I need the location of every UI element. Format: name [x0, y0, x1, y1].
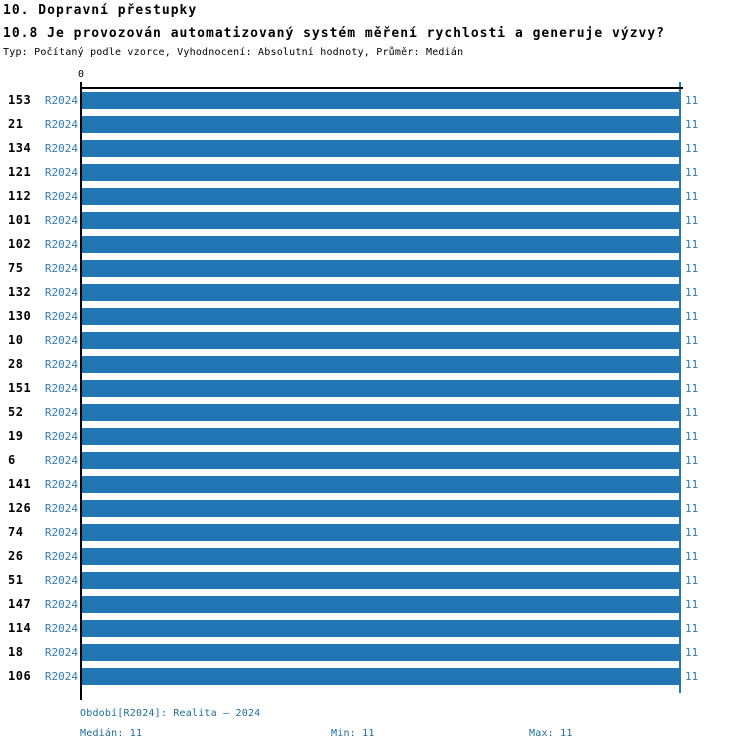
bar	[82, 452, 680, 469]
row-series-label: R2024	[44, 214, 78, 227]
row-category-label: 114	[8, 621, 32, 635]
row-series-label: R2024	[44, 334, 78, 347]
bar-row	[0, 596, 750, 613]
row-series-label: R2024	[44, 310, 78, 323]
bar	[82, 404, 680, 421]
bar	[82, 92, 680, 109]
bar	[82, 644, 680, 661]
row-category-label: 121	[8, 165, 32, 179]
bar-value-label: 11	[685, 454, 699, 467]
row-series-label: R2024	[44, 382, 78, 395]
bar	[82, 548, 680, 565]
bar-value-label: 11	[685, 430, 699, 443]
bar	[82, 596, 680, 613]
row-category-label: 102	[8, 237, 32, 251]
row-category-label: 153	[8, 93, 32, 107]
bar-value-label: 11	[685, 262, 699, 275]
row-category-label: 147	[8, 597, 32, 611]
x-axis-line	[80, 87, 683, 89]
row-category-label: 52	[8, 405, 24, 419]
bar-row	[0, 284, 750, 301]
row-series-label: R2024	[44, 622, 78, 635]
bar-value-label: 11	[685, 598, 699, 611]
row-category-label: 10	[8, 333, 24, 347]
bar	[82, 140, 680, 157]
bar	[82, 524, 680, 541]
bar-value-label: 11	[685, 286, 699, 299]
bar	[82, 476, 680, 493]
chart-title: 10.8 Je provozován automatizovaný systém měření rychlosti a generuje výzvy?	[3, 26, 665, 41]
bar-value-label: 11	[685, 502, 699, 515]
row-series-label: R2024	[44, 502, 78, 515]
footer-min: Min: 11	[331, 728, 375, 739]
row-category-label: 141	[8, 477, 32, 491]
bar	[82, 572, 680, 589]
row-category-label: 74	[8, 525, 24, 539]
bar-row	[0, 500, 750, 517]
bar	[82, 212, 680, 229]
bar-row	[0, 644, 750, 661]
row-category-label: 51	[8, 573, 24, 587]
bar-value-label: 11	[685, 334, 699, 347]
footer-period: Období[R2024]: Realita – 2024	[80, 708, 261, 719]
bar	[82, 236, 680, 253]
bar-row	[0, 308, 750, 325]
bar-row	[0, 572, 750, 589]
bar-value-label: 11	[685, 406, 699, 419]
row-series-label: R2024	[44, 670, 78, 683]
bar-row	[0, 404, 750, 421]
row-category-label: 134	[8, 141, 32, 155]
chart-meta-line: Typ: Počítaný podle vzorce, Vyhodnocení: Absolutní hodnoty, Průměr: Medián	[3, 47, 464, 58]
bar-row	[0, 668, 750, 685]
row-category-label: 6	[8, 453, 16, 467]
row-series-label: R2024	[44, 550, 78, 563]
row-series-label: R2024	[44, 358, 78, 371]
row-category-label: 132	[8, 285, 32, 299]
x-axis-zero-tick-label: 0	[77, 69, 85, 80]
bar-value-label: 11	[685, 550, 699, 563]
bar-value-label: 11	[685, 478, 699, 491]
row-category-label: 106	[8, 669, 32, 683]
row-category-label: 101	[8, 213, 32, 227]
row-series-label: R2024	[44, 646, 78, 659]
bar-value-label: 11	[685, 214, 699, 227]
row-category-label: 151	[8, 381, 32, 395]
row-category-label: 112	[8, 189, 32, 203]
bar	[82, 164, 680, 181]
bar-row	[0, 356, 750, 373]
row-category-label: 126	[8, 501, 32, 515]
row-category-label: 18	[8, 645, 24, 659]
bar-row	[0, 164, 750, 181]
bar	[82, 284, 680, 301]
row-series-label: R2024	[44, 166, 78, 179]
bar	[82, 428, 680, 445]
bar	[82, 260, 680, 277]
bar-row	[0, 212, 750, 229]
bar-row	[0, 116, 750, 133]
bar-row	[0, 380, 750, 397]
row-series-label: R2024	[44, 118, 78, 131]
row-series-label: R2024	[44, 454, 78, 467]
bar-row	[0, 524, 750, 541]
report-section-title: 10. Dopravní přestupky	[3, 3, 198, 18]
bar-value-label: 11	[685, 358, 699, 371]
bar-value-label: 11	[685, 622, 699, 635]
row-series-label: R2024	[44, 94, 78, 107]
bar-row	[0, 188, 750, 205]
bar-row	[0, 476, 750, 493]
row-series-label: R2024	[44, 574, 78, 587]
bar-row	[0, 620, 750, 637]
bar-value-label: 11	[685, 574, 699, 587]
row-series-label: R2024	[44, 526, 78, 539]
bar-row	[0, 236, 750, 253]
bar-row	[0, 140, 750, 157]
footer-median: Medián: 11	[80, 728, 143, 739]
bar	[82, 188, 680, 205]
bar-row	[0, 452, 750, 469]
footer-max: Max: 11	[529, 728, 573, 739]
bar-value-label: 11	[685, 190, 699, 203]
bar-row	[0, 92, 750, 109]
bar-value-label: 11	[685, 526, 699, 539]
bar	[82, 332, 680, 349]
bar-value-label: 11	[685, 382, 699, 395]
bar-value-label: 11	[685, 310, 699, 323]
row-category-label: 26	[8, 549, 24, 563]
row-series-label: R2024	[44, 190, 78, 203]
row-category-label: 19	[8, 429, 24, 443]
bar-value-label: 11	[685, 238, 699, 251]
bar	[82, 380, 680, 397]
row-series-label: R2024	[44, 598, 78, 611]
bar-value-label: 11	[685, 118, 699, 131]
row-series-label: R2024	[44, 286, 78, 299]
row-category-label: 21	[8, 117, 24, 131]
bar-value-label: 11	[685, 94, 699, 107]
bar-value-label: 11	[685, 646, 699, 659]
bar-row	[0, 548, 750, 565]
row-series-label: R2024	[44, 262, 78, 275]
bar-row	[0, 428, 750, 445]
bar-value-label: 11	[685, 670, 699, 683]
bar-row	[0, 332, 750, 349]
row-series-label: R2024	[44, 406, 78, 419]
y-axis-line	[80, 82, 82, 700]
row-category-label: 75	[8, 261, 24, 275]
bar-value-label: 11	[685, 142, 699, 155]
row-series-label: R2024	[44, 142, 78, 155]
row-category-label: 28	[8, 357, 24, 371]
row-series-label: R2024	[44, 430, 78, 443]
bar	[82, 116, 680, 133]
bar	[82, 356, 680, 373]
row-series-label: R2024	[44, 238, 78, 251]
bar	[82, 308, 680, 325]
bar	[82, 668, 680, 685]
row-category-label: 130	[8, 309, 32, 323]
row-series-label: R2024	[44, 478, 78, 491]
bar	[82, 620, 680, 637]
bar-value-label: 11	[685, 166, 699, 179]
bar	[82, 500, 680, 517]
bar-row	[0, 260, 750, 277]
